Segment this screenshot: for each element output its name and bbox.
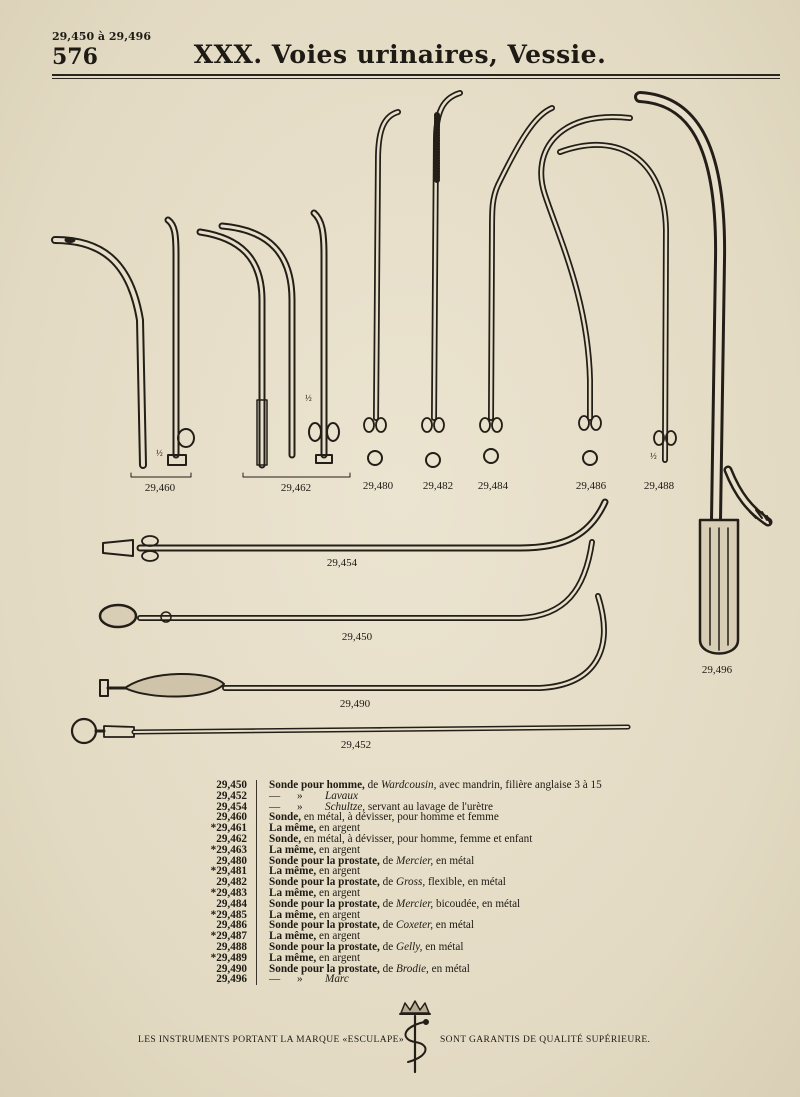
item-name: Sonde pour la prostate, <box>269 876 380 889</box>
label-29488: 29,488 <box>643 480 675 492</box>
scale-half-c: ½ <box>650 451 657 461</box>
item-name: Sonde pour la prostate, <box>269 962 380 975</box>
item-author: Marc <box>325 973 349 986</box>
item-code: 29,462 <box>205 834 257 845</box>
sonde-29482-flexible <box>422 93 460 467</box>
item-ditto: — <box>269 789 281 802</box>
item-author: Mercier, <box>396 897 434 910</box>
item-ditto-quote: » <box>297 800 303 813</box>
item-code: *29,463 <box>205 845 257 856</box>
item-detail: en argent <box>316 886 361 899</box>
sonde-29486 <box>541 117 630 465</box>
item-name: Sonde pour la prostate, <box>269 897 380 910</box>
item-code: 29,452 <box>205 791 257 802</box>
item-connector: de <box>364 779 381 791</box>
item-code: 29,450 <box>205 780 257 791</box>
item-detail: flexible, en métal <box>425 876 506 889</box>
catheter-29462-c <box>309 213 339 463</box>
item-detail: en métal, à dévisser, pour homme, femme et enfant <box>301 832 533 845</box>
item-ditto-quote: » <box>297 789 303 802</box>
item-detail: en métal <box>422 940 464 953</box>
list-item <box>205 780 725 791</box>
item-name: Sonde pour homme, <box>269 779 365 791</box>
item-name: Sonde, <box>269 811 302 824</box>
item-detail: bicoudée, en métal <box>433 897 521 910</box>
item-connector: de <box>379 897 397 910</box>
item-code: 29,482 <box>205 877 257 888</box>
item-code: 29,454 <box>205 802 257 813</box>
item-ditto-quote: » <box>297 973 303 986</box>
item-code: *29,483 <box>205 888 257 899</box>
item-detail: en argent <box>316 865 361 878</box>
sonde-29454 <box>103 502 605 561</box>
page-number: 576 <box>52 44 98 70</box>
item-name: Sonde pour la prostate, <box>269 854 380 867</box>
label-29452: 29,452 <box>340 739 372 751</box>
label-29462: 29,462 <box>280 482 312 494</box>
item-code: 29,480 <box>205 856 257 867</box>
item-detail: avec mandrin, filière anglaise 3 à 15 <box>436 779 602 791</box>
item-author: Coxeter, <box>396 919 433 932</box>
item-ditto: — <box>269 973 281 986</box>
page-title: XXX. Voies urinaires, Vessie. <box>193 40 607 69</box>
item-name: Sonde, <box>269 832 302 845</box>
item-author: Schultze, <box>325 800 366 813</box>
item-name: La même, <box>269 843 317 856</box>
label-29482: 29,482 <box>422 480 454 492</box>
item-description <box>257 974 349 985</box>
sonde-29496-marc <box>640 97 770 654</box>
item-author: Wardcousin, <box>381 779 437 791</box>
item-author: Gelly, <box>396 940 423 953</box>
item-detail: en argent <box>316 822 361 835</box>
item-code: *29,481 <box>205 866 257 877</box>
item-code: *29,461 <box>205 823 257 834</box>
catheter-29460-straight <box>168 220 194 465</box>
item-detail: en argent <box>316 951 361 964</box>
item-connector: de <box>379 962 397 975</box>
item-detail: en métal <box>433 854 475 867</box>
label-29496: 29,496 <box>701 664 733 676</box>
item-detail: en argent <box>316 908 361 921</box>
item-name: La même, <box>269 886 317 899</box>
item-connector: de <box>379 854 397 867</box>
sonde-29490-brodie <box>100 596 604 697</box>
list-item <box>205 964 725 975</box>
item-code: *29,485 <box>205 910 257 921</box>
item-code: *29,489 <box>205 953 257 964</box>
item-name: La même, <box>269 865 317 878</box>
item-author: Lavaux <box>325 789 358 802</box>
label-29484: 29,484 <box>477 480 509 492</box>
item-connector: de <box>379 876 397 889</box>
crown-caduceus-logo <box>400 1001 430 1072</box>
item-name: La même, <box>269 822 317 835</box>
item-range: 29,450 à 29,496 <box>52 30 151 43</box>
item-name: Sonde pour la prostate, <box>269 940 380 953</box>
sonde-29450-wardcousin <box>100 542 592 627</box>
item-code: 29,486 <box>205 920 257 931</box>
label-29490: 29,490 <box>339 698 371 710</box>
item-name: La même, <box>269 951 317 964</box>
label-29480: 29,480 <box>362 480 394 492</box>
catheter-29460-curved <box>55 238 143 466</box>
item-code: 29,460 <box>205 812 257 823</box>
item-author: Gross, <box>396 876 426 889</box>
scale-half-b: ½ <box>305 393 312 403</box>
item-author: Mercier, <box>396 854 434 867</box>
catheter-29462-a <box>200 232 267 465</box>
item-detail: en métal <box>433 919 475 932</box>
scale-half-a: ½ <box>156 448 163 458</box>
item-name: Sonde pour la prostate, <box>269 919 380 932</box>
item-author: Brodie, <box>396 962 429 975</box>
item-code: 29,496 <box>205 974 257 985</box>
item-code: *29,487 <box>205 931 257 942</box>
item-description <box>257 780 602 791</box>
item-detail: en argent <box>316 930 361 943</box>
item-list <box>205 780 725 985</box>
footer-left-text: LES INSTRUMENTS PORTANT LA MARQUE «ESCULAPE» <box>138 1035 405 1045</box>
label-29454: 29,454 <box>326 557 358 569</box>
item-detail: en argent <box>316 843 361 856</box>
list-item <box>205 974 725 985</box>
item-code: 29,484 <box>205 899 257 910</box>
item-ditto: — <box>269 800 281 813</box>
item-connector: de <box>379 919 397 932</box>
item-name: La même, <box>269 930 317 943</box>
item-connector: de <box>379 940 397 953</box>
label-29486: 29,486 <box>575 480 607 492</box>
item-code: 29,488 <box>205 942 257 953</box>
item-code: 29,490 <box>205 964 257 975</box>
footer-right-text: SONT GARANTIS DE QUALITÉ SUPÉRIEURE. <box>440 1035 651 1045</box>
item-name: La même, <box>269 908 317 921</box>
item-description <box>257 964 470 975</box>
label-29450: 29,450 <box>341 631 373 643</box>
sonde-29480 <box>364 112 398 465</box>
label-29460: 29,460 <box>144 482 176 494</box>
item-detail: en métal <box>428 962 470 975</box>
item-detail: servant au lavage de l'urètre <box>365 800 493 813</box>
item-detail: en métal, à dévisser, pour homme et femme <box>301 811 499 824</box>
